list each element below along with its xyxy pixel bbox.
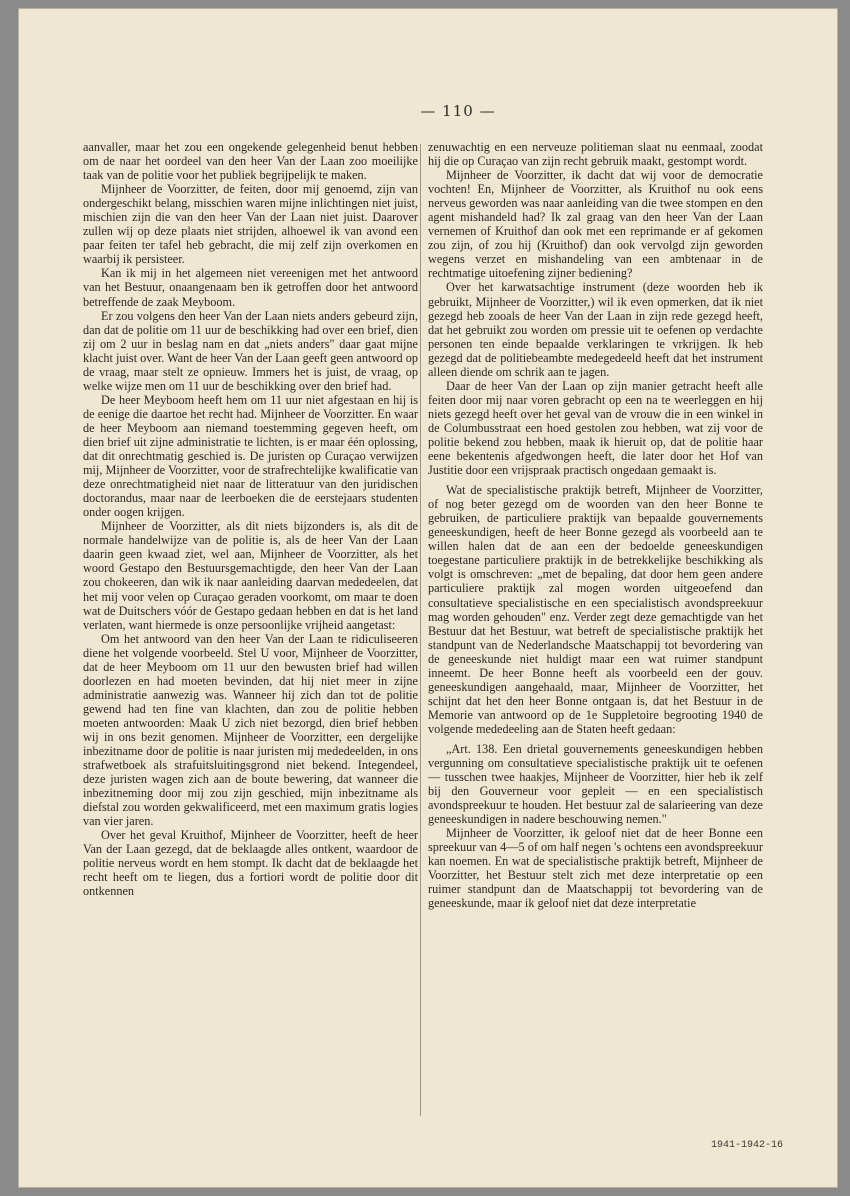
paragraph: Wat de specialistische praktijk betreft, Mijnheer de Voorzitter, of nog beter gezegd om de woorden van den heer Bonne te gebruiken, de particuliere praktijk van bepaalde gouvernements geneeskundigen, heeft de heer Bonne gezegd als voorbeeld aan te willen halen dat de aan een der bedoelde geneeskundigen toegestane particuliere praktijk in de betrekkelijke beschikking als volgt is omschreven: „met de bepaling, dat door hem geen andere particuliere praktijk zal mogen worden uitgeoefend dan consultatieve specialistische en een specialistisch avondspreekuur mag worden gehouden" enz. Verder zegt deze gemachtigde van het Bestuur dat het Bestuur, wat betreft de specialistische praktijk het standpunt van de Nederlandsche Maatschappij tot bevordering van de geneeskunde niet huldigt maar een wat ruimer standpunt inneemt. De heer Bonne heeft als voorbeeld een der gouv. geneeskundigen aangehaald, maar, Mijnheer de Voorzitter, het schijnt dat het den heer Bonne ontgaan is, dat het Bestuur in de Memorie van antwoord op de 1e Suppletoire begrooting 1940 de volgende mededeeling aan de Staten heeft gedaan:: [428, 483, 763, 736]
page-number: — 110 —: [420, 102, 496, 120]
paragraph: aanvaller, maar het zou een ongekende gelegenheid benut hebben om de naar het oordeel van den heer Van der Laan zoo moeilijke taak van de politie voor het publiek begrijpelijk te maken.: [83, 140, 418, 183]
paragraph: Om het antwoord van den heer Van der Laan te ridiculiseeren diene het volgende voorbeeld. Stel U voor, Mijnheer de Voorzitter, dat de heer Meyboom om 11 uur den bewusten brief had willen doorlezen en had moeten bevinden, dat hij niet meer in zijne administratie aanwezig was. Wanneer hij zich dan tot de politie gewend had ten fine van klachten, dan zou de politie hebben moeten antwoorden: Maak U zich niet bezorgd, dien brief hebben wij in ons bezit genomen. Mijnheer de Voorzitter, een dergelijke inbezitname door de politie is naar juristen mij mededeelden, in ons strafwetboek als strafuitsluitingsgrond niet bekend. Integendeel, deze juristen wagen zich aan de boute bewering, dat wanneer die inbezitneming door mij zou zijn geschied, mijn inbezitname als diefstal zou worden gekwalificeerd, met een maximum gratis logies van vier jaren.: [83, 631, 418, 829]
paragraph: Mijnheer de Voorzitter, ik dacht dat wij voor de democratie vochten! En, Mijnheer de Voorzitter, als Kruithof nu ook eens nerveus geworden was naar aanleiding van die twee stompen en den agent mishandeld had? Ik zal graag van den heer Van der Laan vernemen of Kruithof dan ook met een reprimande er af gekomen zou zijn, of zou hij (Kruithof) dan ook vervolgd zijn geworden wegens verzet en mishandeling van een ambtenaar in de rechtmatige uitoefening zijner bediening?: [428, 168, 763, 281]
left-column: [83, 140, 418, 899]
paragraph: Mijnheer de Voorzitter, de feiten, door mij genoemd, zijn van ondergeschikt belang, misschien waren mijne inlichtingen niet juist, mischien zijn die van den heer Van der Laan niet juist. Daarover zullen wij op deze plaats niet strijden, alhoewel ik van avond een paar feiten ter tafel heb gebracht, die mij zelf zijn overkomen en waarbij ik persisteer.: [83, 182, 418, 267]
paragraph: Mijnheer de Voorzitter, als dit niets bijzonders is, als dit de normale handelwijze van de politie is, als de heer Van der Laan daarin geen kwaad ziet, wel aan, Mijnheer de Voorzitter, als het woord Gestapo den Bestuursgemachtigde, den heer Van der Laan zou chokeeren, dan wik ik naar aanleiding daarvan mededeelen, dat het mij voor velen op Curaçao geraden voorkomt, om maar te doen wat de Duitschers vóór de Gestapo gedaan hebben en dat is het land verlaten, want hiermede is onze persoonlijke vrijheid aangetast:: [83, 519, 418, 632]
paragraph: Over het karwatsachtige instrument (deze woorden heb ik gebruikt, Mijnheer de Voorzitter,) wil ik even opmerken, dat ik niet gezegd heb zooals de heer Van der Laan in zijn rede gezegd heeft, dat het gebruikt zou worden om pressie uit te oefenen op verdachte personen ten einde bepaalde verklaringen te vrkrijgen. Ik heb gezegd dat de politiebeambte medegedeeld heeft dat het instrument alleen diende om schrik aan te jagen.: [428, 280, 763, 379]
column-divider: [420, 144, 421, 1116]
paragraph: Er zou volgens den heer Van der Laan niets anders gebeurd zijn, dan dat de politie om 11 uur de beschikking had over een brief, dien zij om 2 uur in beslag nam en dat „niets anders" daar gaat mijne klacht juist over. Want de heer Van der Laan geeft geen antwoord op de vraag, maar stelt ze opnieuw. Immers het is juist, de vraag, op welke wijze men om 11 uur de beschikking over den brief had.: [83, 308, 418, 393]
paragraph: Kan ik mij in het algemeen niet vereenigen met het antwoord van het Bestuur, onaangenaam ben ik getroffen door het antwoord betreffende de zaak Meyboom.: [83, 266, 418, 309]
quote-paragraph: „Art. 138. Een drietal gouvernements geneeskundigen hebben vergunning om consultatieve specialistische praktijk uit te oefenen — tusschen twee haakjes, Mijnheer de Voorzitter, hier heb ik zelf bij den Gouverneur voor gepleit — en een specialistisch avondspreekuur te houden. Het bestuur zal de salarieering van deze geneeskundigen in nadere beschouwing nemen.": [428, 741, 763, 827]
paragraph: De heer Meyboom heeft hem om 11 uur niet afgestaan en hij is de eenige die daartoe het recht had. Mijnheer de Voorzitter. En waar de heer Meyboom aan niemand toestemming gegeven heeft, om dien brief uit zijne administratie te lichten, is er maar één oplossing, dat dit onrechtmatig geschied is. De juristen op Curaçao verwijzen mij, Mijnheer de Voorzitter, voor de strafrechtelijke kwalificatie van deze onrechtmatigheid niet naar de litteratuur van den juridischen doctorandus, maar naar de leerboeken die de eerstejaars studenten onder oogen krijgen.: [83, 392, 418, 520]
right-column: [428, 140, 763, 911]
paragraph: Daar de heer Van der Laan op zijn manier getracht heeft alle feiten door mij naar voren gebracht op een na te weerleggen en hij niets gezegd heeft over het geval van de vrouw die in een winkel in de Columbusstraat een hoed gestolen zou hebben, wat zij voor de politie bekend zou hebben, maak ik hieruit op, dat de politie haar eene bekentenis afgedwongen heeft, die later door het Hof van Justitie door een vrijspraak practisch ongedaan gemaakt is.: [428, 378, 763, 478]
footer-code: 1941-1942-16: [711, 1140, 784, 1151]
paragraph: Over het geval Kruithof, Mijnheer de Voorzitter, heeft de heer Van der Laan gezegd, dat de beklaagde alles ontkent, waardoor de politie nerveus wordt en hem stompt. Ik dacht dat de beklaagde het recht heeft om te liegen, dus a fortiori wordt de politie door dit ontkennen: [83, 828, 418, 899]
document-page: [18, 8, 838, 1188]
paragraph: Mijnheer de Voorzitter, ik geloof niet dat de heer Bonne een spreekuur van 4—5 of om half negen 's ochtens een avondspreekuur kan noemen. En wat de specialistische praktijk betreft, Mijnheer de Voorzitter, het Bestuur stelt zich met deze interpretatie op een ruimer standpunt dan de Maatschappij tot bevordering van de geneeskunde, maar ik geloof niet dat deze interpretatie: [428, 826, 763, 911]
paragraph: zenuwachtig en een nerveuze politieman slaat nu eenmaal, zoodat hij die op Curaçao van zijn recht gebruik maakt, gestompt wordt.: [428, 140, 763, 169]
